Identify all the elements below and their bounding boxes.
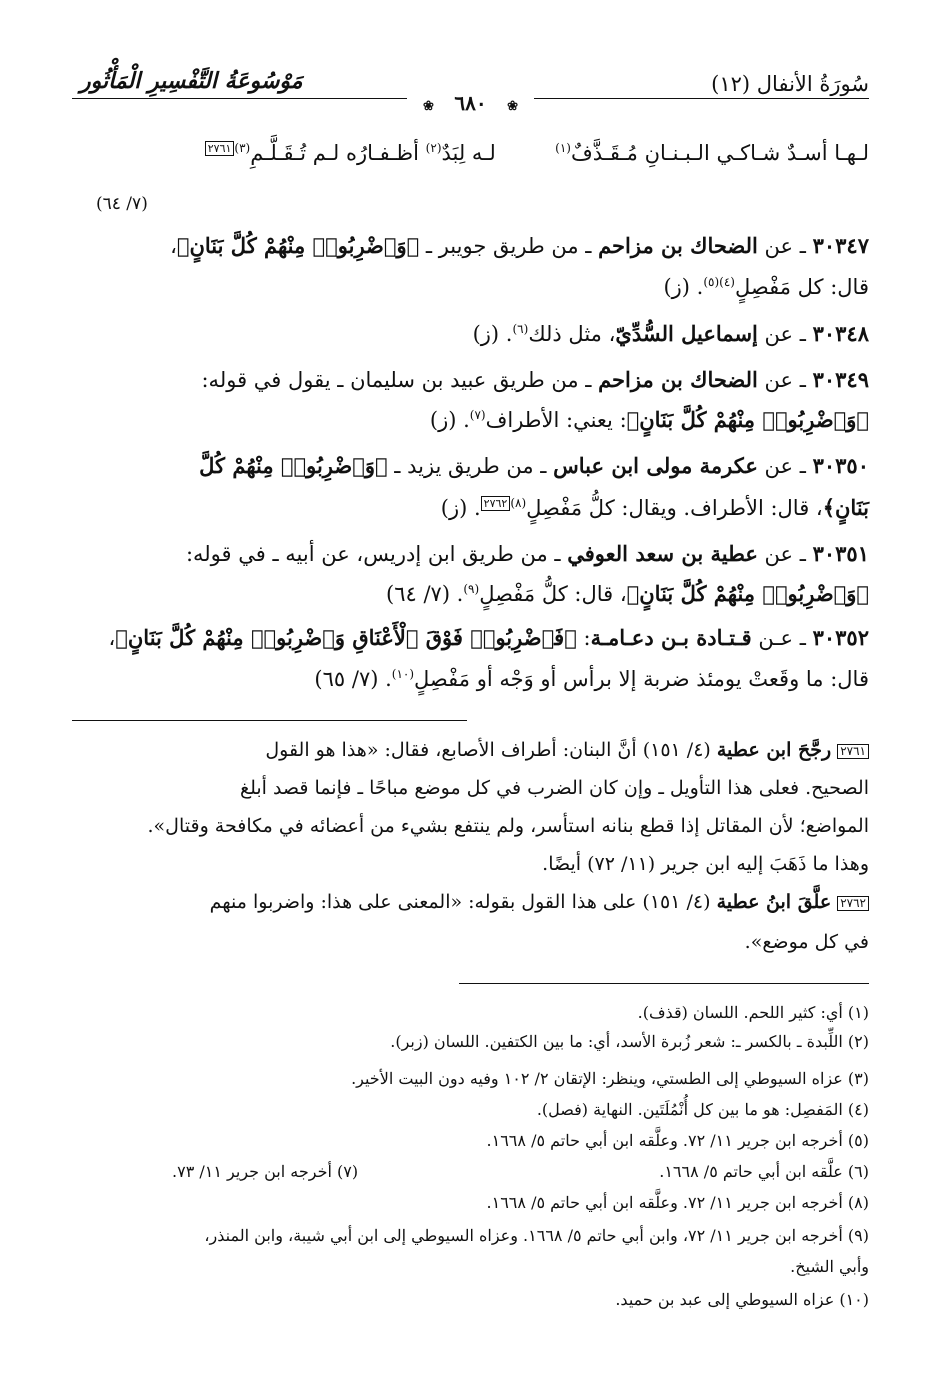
- narration-line: [72, 494, 869, 522]
- quran-verse: ﴿وَٱضْرِبُوا۟ مِنْهُمْ كُلَّ بَنَانٍ﴾: [626, 407, 869, 432]
- commentary-ref-box[interactable]: ٢٧٦٢: [481, 496, 511, 511]
- commentary-line: الصحيح. فعلى هذا التأويل ـ وإن كان الضرب في كل موضع مباحًا ـ فإنما قصد أبلغ: [239, 777, 869, 799]
- footnote: (٣) عزاه السيوطي إلى الطستي، وينظر: الإتقان ٢/ ١٠٢ وفيه دون البيت الأخير.: [351, 1069, 869, 1088]
- narration-text: ـ عن: [757, 542, 806, 566]
- poem-hemistich-right: لـهـا أسـدٌ شـاكـي الـبـنـانِ مُـقَـذَّفٌ: [570, 141, 869, 165]
- footnote: (٦) علَّقه ابن أبي حاتم ٥/ ١٦٦٨.: [659, 1162, 869, 1181]
- narration-line: [72, 232, 869, 260]
- narration-line: [72, 580, 869, 608]
- footnote-ref: (٣): [234, 141, 251, 155]
- narration-line: [72, 366, 869, 394]
- narration-text: . (٧/ ٦٥): [314, 667, 392, 691]
- footnotes-separator: [459, 983, 869, 984]
- commentary-line: المواضع؛ لأن المقاتل إذا قطع بنانه استأسر، ولم ينتفع بشيء من أعضائه في مكافحة وقتال».: [147, 815, 869, 837]
- footnote: (١) أي: كثير اللحم. اللسان (قذف).: [637, 1003, 869, 1022]
- commentary-ref-box[interactable]: ٢٧٦٢: [837, 896, 869, 911]
- narration-number: ٣٠٣٤٧: [812, 233, 869, 258]
- commentary-author: علَّقَ ابنُ عطية: [716, 891, 832, 913]
- footnote-ref: (٤)(٥): [703, 275, 735, 289]
- page-number-wrap: [0, 91, 941, 115]
- footnote: (٥) أخرجه ابن جرير ١١/ ٧٢. وعلَّقه ابن أبي حاتم ٥/ ١٦٦٨.: [486, 1131, 869, 1150]
- commentary-text: (٤/ ١٥١) على هذا القول بقوله: «المعنى على هذا: واضربوا منهم: [209, 891, 717, 913]
- narrator-name: عطية بن سعد العوفي: [567, 541, 758, 566]
- ornament-icon: ❀: [495, 99, 526, 114]
- narration-text: ، قال: الأطراف. ويقال: كلُّ مَفْصِلٍ: [526, 496, 823, 520]
- narration-line: [72, 624, 869, 652]
- commentary-author: رجَّحَ ابن عطية: [716, 739, 832, 761]
- narration-line: [72, 666, 869, 693]
- narration-text: . (ز): [472, 322, 513, 346]
- poem-hemistich-left: لـه لِبَدٌ: [441, 141, 496, 165]
- narration-text: ،: [108, 626, 116, 650]
- narration-line: [72, 406, 869, 434]
- narration-text: ـ من طريق عبيد بن سليمان ـ يقول في قوله:: [201, 368, 599, 392]
- quran-verse: ﴿وَٱضْرِبُوا۟ مِنْهُمْ كُلَّ: [199, 453, 388, 478]
- narration-number: ٣٠٣٥١: [812, 541, 869, 566]
- footnote-ref: (٦): [512, 322, 529, 336]
- quran-verse: ﴿وَٱضْرِبُوا۟ مِنْهُمْ كُلَّ بَنَانٍ﴾: [626, 581, 869, 606]
- narration-text: ـ عن: [757, 368, 806, 392]
- narration-text: ـ عن: [757, 234, 806, 258]
- narration-text: ـ من طريق جويبر ـ: [419, 234, 599, 258]
- footnote-ref: (١٠): [391, 667, 415, 681]
- narration-text: . (٧/ ٦٤): [386, 582, 464, 606]
- footnote-ref: (١): [555, 141, 571, 155]
- footnote-ref: (٧): [469, 408, 486, 422]
- book-title: مَوْسُوعَةُ التَّفْسِيرِ الْمَأْثُور: [80, 68, 303, 94]
- narration-line: [72, 452, 869, 480]
- narration-text: . (ز): [429, 408, 470, 432]
- ornament-icon: ❀: [415, 99, 446, 114]
- narration-text: ،: [170, 234, 177, 258]
- commentary-separator: [72, 720, 467, 721]
- page-number: ٦٨٠: [446, 91, 494, 115]
- narration-text: ـ عن: [757, 322, 806, 346]
- narration-number: ٣٠٣٥٢: [812, 625, 869, 650]
- poem-line: [72, 140, 869, 167]
- narration-number: ٣٠٣٤٨: [812, 321, 869, 346]
- footnote: (٩) أخرجه ابن جرير ١١/ ٧٢، وابن أبي حاتم ٥/ ١٦٦٨. وعزاه السيوطي إلى ابن أبي شيبة، وابن المنذر،: [204, 1226, 869, 1245]
- narration-text: ـ من طريق ابن إدريس، عن أبيه ـ في قوله:: [185, 542, 568, 566]
- narration-text: ، مثل ذلك: [528, 322, 616, 346]
- narrator-name: الضحاك بن مزاحم: [598, 233, 758, 258]
- quran-verse: ﴿فَٱضْرِبُوا۟ فَوْقَ ٱلْأَعْنَاقِ وَٱضْرِبُوا۟ مِنْهُمْ كُلَّ بَنَانٍ﴾: [115, 625, 577, 650]
- footnote: (٧) أخرجه ابن جرير ١١/ ٧٣.: [172, 1162, 359, 1181]
- narration-text: . (ز): [663, 275, 704, 299]
- narration-text: ، قال: كلُّ مَفْصِلٍ: [479, 582, 627, 606]
- quran-verse: ﴿وَٱضْرِبُوا۟ مِنْهُمْ كُلَّ بَنَانٍ﴾: [176, 233, 420, 258]
- commentary-line: [72, 890, 869, 916]
- narration-number: ٣٠٣٤٩: [812, 367, 869, 392]
- narration-line: [72, 274, 869, 301]
- narrator-name: إسماعيل السُّدِّيّ: [615, 321, 758, 346]
- narration-text: قال: كل مَفْصِلٍ: [734, 275, 869, 299]
- narration-text: قال: ما وقَعتْ يومئذ ضربة إلا برأس أو وَجْه أو مَفْصِلٍ: [414, 667, 869, 691]
- commentary-line: في كل موضع».: [744, 931, 869, 953]
- footnote: (١٠) عزاه السيوطي إلى عبد بن حميد.: [615, 1290, 869, 1309]
- narration-line: [72, 320, 869, 348]
- narration-text: ـ عـن: [751, 626, 806, 650]
- narrator-name: الضحاك بن مزاحم: [598, 367, 758, 392]
- footnote: (٨) أخرجه ابن جرير ١١/ ٧٢. وعلَّقه ابن أبي حاتم ٥/ ١٦٦٨.: [486, 1193, 869, 1212]
- footnote: وأبي الشيخ.: [790, 1257, 869, 1276]
- commentary-ref-box[interactable]: ٢٧٦١: [837, 744, 869, 759]
- commentary-ref-box[interactable]: ٢٧٦١: [205, 141, 235, 156]
- poem-hemistich-left-rest: أظـفـارُه لـم تُـقَـلَّـمِ: [250, 141, 419, 165]
- surah-title: سُورَةُ الأنفال (١٢): [711, 72, 869, 96]
- footnote-ref: (٢): [425, 141, 442, 155]
- narration-text: . (ز): [440, 496, 481, 520]
- narration-text: :: [576, 626, 591, 650]
- footnote: (٤) المَفصِل: هو ما بين كل أُنْمُلَتَين. النهاية (فصل).: [536, 1100, 869, 1119]
- commentary-line: وهذا ما ذَهَبَ إليه ابن جرير (١١/ ٧٢) أيضًا.: [542, 853, 869, 875]
- footnote-ref: (٩): [463, 582, 480, 596]
- footnote-ref: (٨): [510, 496, 527, 510]
- commentary-line: [72, 738, 869, 764]
- narration-number: ٣٠٣٥٠: [812, 453, 869, 478]
- narration-text: ـ من طريق يزيد ـ: [387, 454, 554, 478]
- narration-line: [72, 540, 869, 568]
- quran-verse: بَنَانٍ﴾: [822, 495, 869, 520]
- narration-text: : يعني: الأطراف: [485, 408, 627, 432]
- volume-ref: (٧/ ٦٤): [96, 194, 148, 214]
- narrator-name: عكرمة مولى ابن عباس: [553, 453, 758, 478]
- footnote: (٢) اللِّبدة ـ بالكسر ـ: شعر زُبرة الأسد، أي: ما بين الكتفين. اللسان (زبر).: [390, 1032, 869, 1051]
- narrator-name: قـتـادة بـن دعـامـة: [590, 625, 752, 650]
- commentary-text: (٤/ ١٥١) أنَّ البنان: أطراف الأصابع، فقال: «هذا هو القول: [265, 739, 717, 761]
- narration-text: ـ عن: [757, 454, 806, 478]
